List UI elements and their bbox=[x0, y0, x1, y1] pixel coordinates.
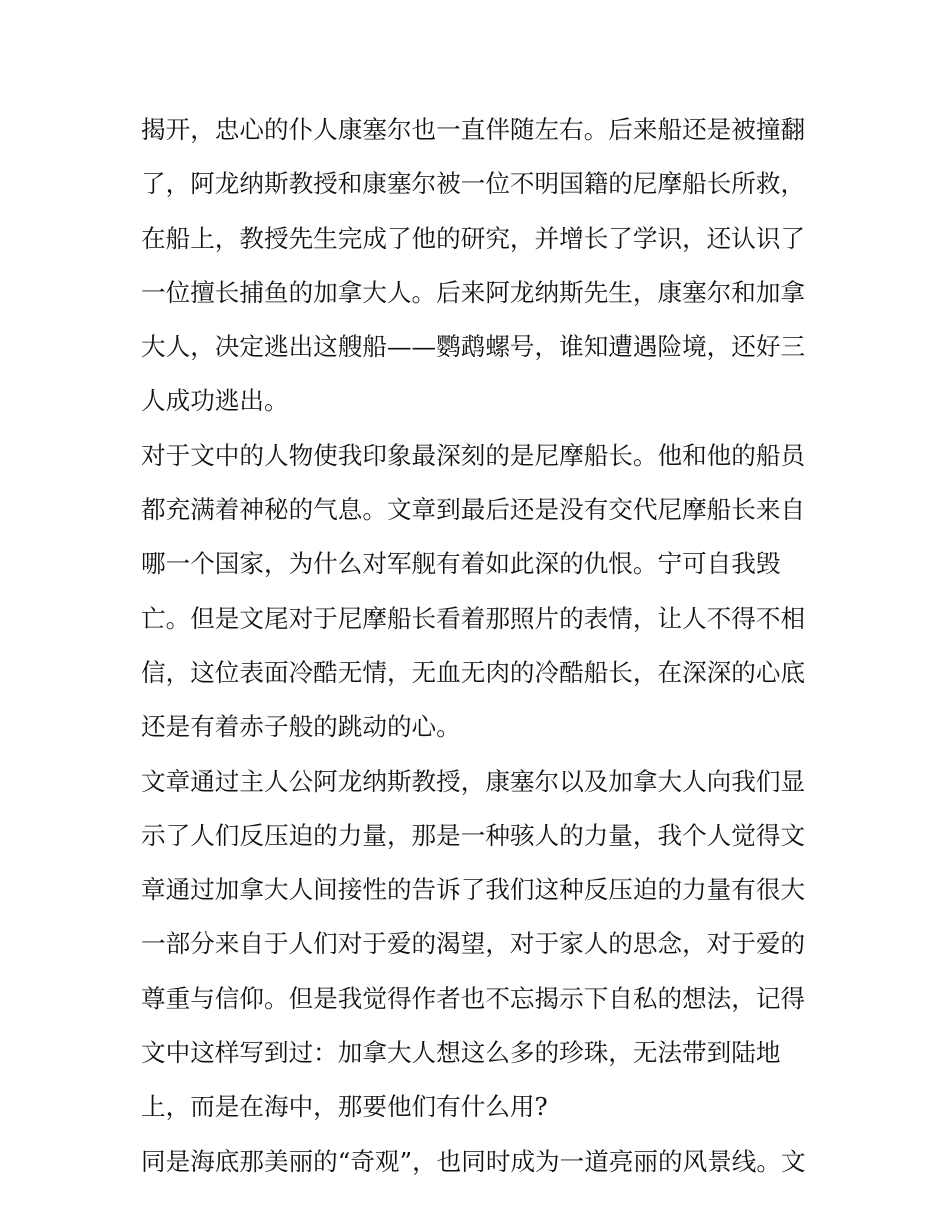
paragraph-2 bbox=[141, 429, 816, 755]
text-line: 文章通过主人公阿龙纳斯教授，康塞尔以及加拿大人向我们显 bbox=[141, 766, 806, 796]
text-line: 一位擅长捕鱼的加拿大人。后来阿龙纳斯先生，康塞尔和加拿 bbox=[141, 277, 806, 307]
text-line: 对于文中的人物使我印象最深刻的是尼摩船长。他和他的船员 bbox=[141, 440, 806, 470]
text-line: 大人，决定逃出这艘船——鹦鹉螺号，谁知遭遇险境，还好三 bbox=[141, 332, 806, 362]
text-line: 一部分来自于人们对于爱的渴望，对于家人的思念，对于爱的 bbox=[141, 929, 806, 959]
paragraph-3 bbox=[141, 755, 816, 1135]
text-line: 在船上，教授先生完成了他的研究，并增长了学识，还认识了 bbox=[141, 223, 806, 253]
text-line: 上，而是在海中，那要他们有什么用? bbox=[141, 1092, 548, 1122]
paragraph-4 bbox=[141, 1135, 816, 1189]
text-line: 哪一个国家，为什么对军舰有着如此深的仇恨。宁可自我毁 bbox=[141, 549, 781, 579]
text-line: 揭开，忠心的仆人康塞尔也一直伴随左右。后来船还是被撞翻 bbox=[141, 115, 806, 144]
text-line: 人成功逃出。 bbox=[141, 386, 289, 416]
paragraph-1 bbox=[141, 103, 816, 429]
text-line: 尊重与信仰。但是我觉得作者也不忘揭示下自私的想法，记得 bbox=[141, 983, 806, 1013]
text-line: 文中这样写到过：加拿大人想这么多的珍珠，无法带到陆地 bbox=[141, 1038, 781, 1068]
text-line: 了，阿龙纳斯教授和康塞尔被一位不明国籍的尼摩船长所救， bbox=[141, 169, 806, 199]
text-line: 章通过加拿大人间接性的告诉了我们这种反压迫的力量有很大 bbox=[141, 875, 806, 905]
text-line: 同是海底那美丽的“奇观”，也同时成为一道亮丽的风景线。文 bbox=[141, 1146, 806, 1176]
document-body bbox=[141, 103, 816, 1189]
text-line: 示了人们反压迫的力量，那是一种骇人的力量，我个人觉得文 bbox=[141, 820, 806, 850]
text-line: 信，这位表面冷酷无情，无血无肉的冷酷船长，在深深的心底 bbox=[141, 657, 806, 687]
text-line: 还是有着赤子般的跳动的心。 bbox=[141, 712, 461, 742]
text-line: 都充满着神秘的气息。文章到最后还是没有交代尼摩船长来自 bbox=[141, 495, 806, 525]
text-line: 亡。但是文尾对于尼摩船长看着那照片的表情，让人不得不相 bbox=[141, 603, 806, 633]
